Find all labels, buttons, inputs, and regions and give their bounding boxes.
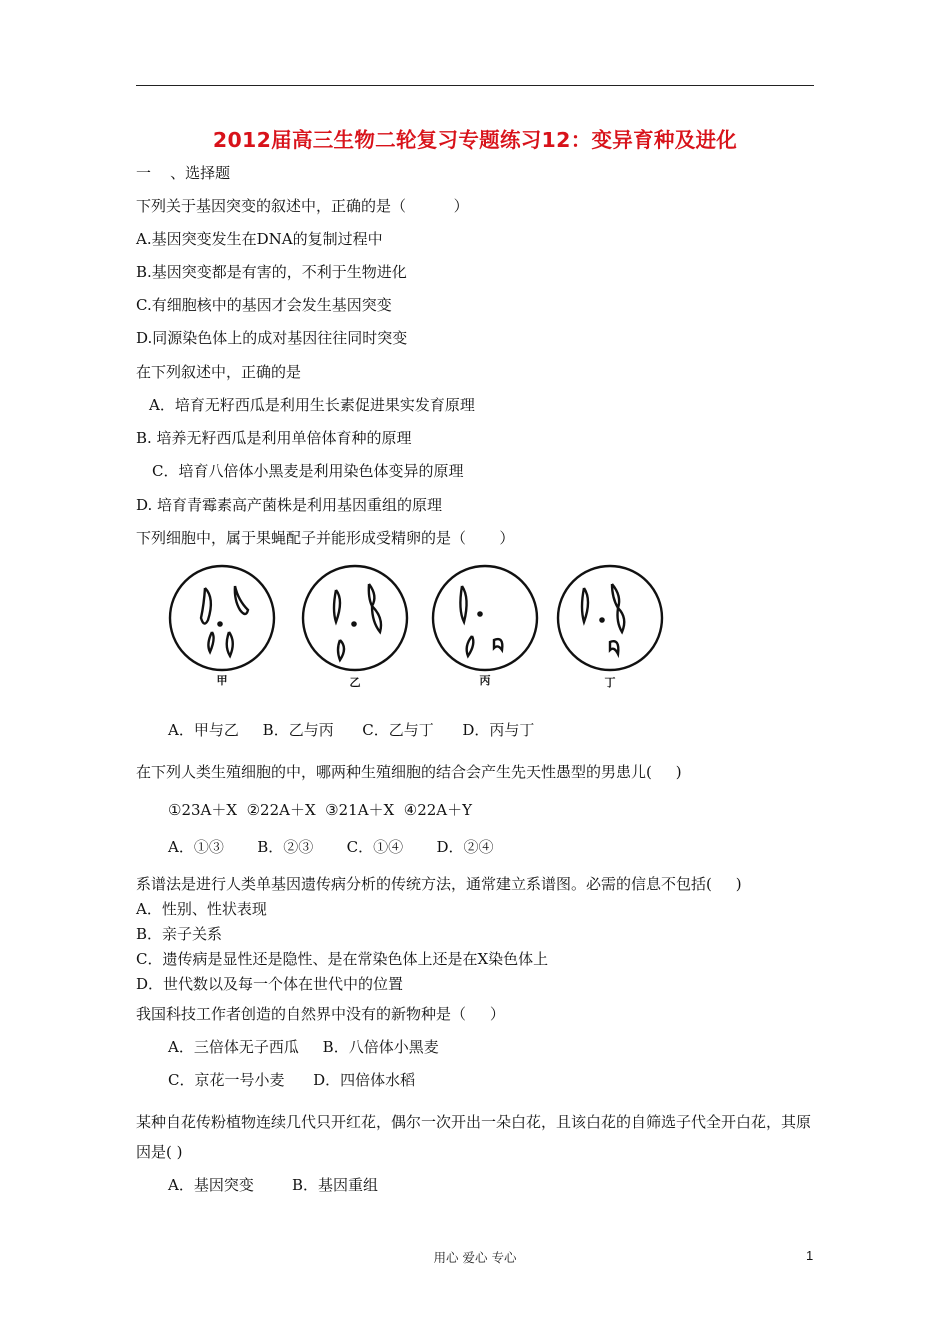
cell-diagram-figure [160,560,680,700]
q5-option-d: D．世代数以及每一个体在世代中的位置 [136,975,404,993]
q4-stem: 在下列人类生殖细胞的中，哪两种生殖细胞的结合会产生先天性愚型的男患儿( ) [136,763,682,781]
q1-option-b: B.基因突变都是有害的，不利于生物进化 [136,263,407,281]
cell-yi [303,566,407,670]
q2-stem: 在下列叙述中，正确的是 [136,363,302,381]
label-bing: 丙 [479,674,491,687]
header-rule [136,85,814,86]
q4-options: A．①③ B．②③ C．①④ D．②④ [168,838,494,856]
q1-option-d: D.同源染色体上的成对基因往往同时突变 [136,329,408,347]
q5-option-b: B．亲子关系 [136,925,223,943]
q2-option-a: A．培育无籽西瓜是利用生长素促进果实发育原理 [149,396,475,414]
q6-options-row1: A．三倍体无子西瓜 B．八倍体小黑麦 [168,1038,439,1056]
q2-option-d: D. 培育青霉素高产菌株是利用基因重组的原理 [136,496,443,514]
cell-bing [433,566,537,670]
q1-option-a: A.基因突变发生在DNA的复制过程中 [136,230,383,248]
q1-stem: 下列关于基因突变的叙述中，正确的是（ ） [136,197,469,215]
q3-stem: 下列细胞中，属于果蝇配子并能形成受精卵的是（ ） [136,529,515,547]
cell-jia [170,566,274,670]
page-title: 2012届高三生物二轮复习专题练习12：变异育种及进化 [212,128,738,152]
q4-items: ①23A＋X ②22A＋X ③21A＋X ④22A＋Y [168,801,473,819]
page-footer: 用心 爱心 专心 [433,1250,517,1265]
q5-stem: 系谱法是进行人类单基因遗传病分析的传统方法，通常建立系谱图。必需的信息不包括( ) [136,875,742,893]
q1-option-c: C.有细胞核中的基因才会发生基因突变 [136,296,392,314]
q6-options-row2: C．京花一号小麦 D．四倍体水稻 [168,1071,416,1089]
cell-ding [558,566,662,670]
q5-option-c: C．遗传病是显性还是隐性、是在常染色体上还是在X染色体上 [136,950,549,968]
section-heading: 一 、选择题 [136,164,231,182]
q3-options: A．甲与乙 B．乙与丙 C．乙与丁 D．丙与丁 [168,721,535,739]
q2-option-b: B. 培养无籽西瓜是利用单倍体育种的原理 [136,429,412,447]
label-yi: 乙 [349,676,361,689]
page-number: 1 [806,1248,814,1263]
q5-option-a: A．性别、性状表现 [136,900,267,918]
label-ding: 丁 [604,676,616,689]
label-jia: 甲 [216,674,228,687]
q2-option-c: C．培育八倍体小黑麦是利用染色体变异的原理 [152,462,464,480]
q6-stem: 我国科技工作者创造的自然界中没有的新物种是（ ） [136,1005,505,1023]
q7-options: A．基因突变 B．基因重组 [168,1176,379,1194]
q7-stem: 某种自花传粉植物连续几代只开红花，偶尔一次开出一朵白花，且该白花的自筛选子代全开白花，其原因是( ) [136,1113,812,1161]
